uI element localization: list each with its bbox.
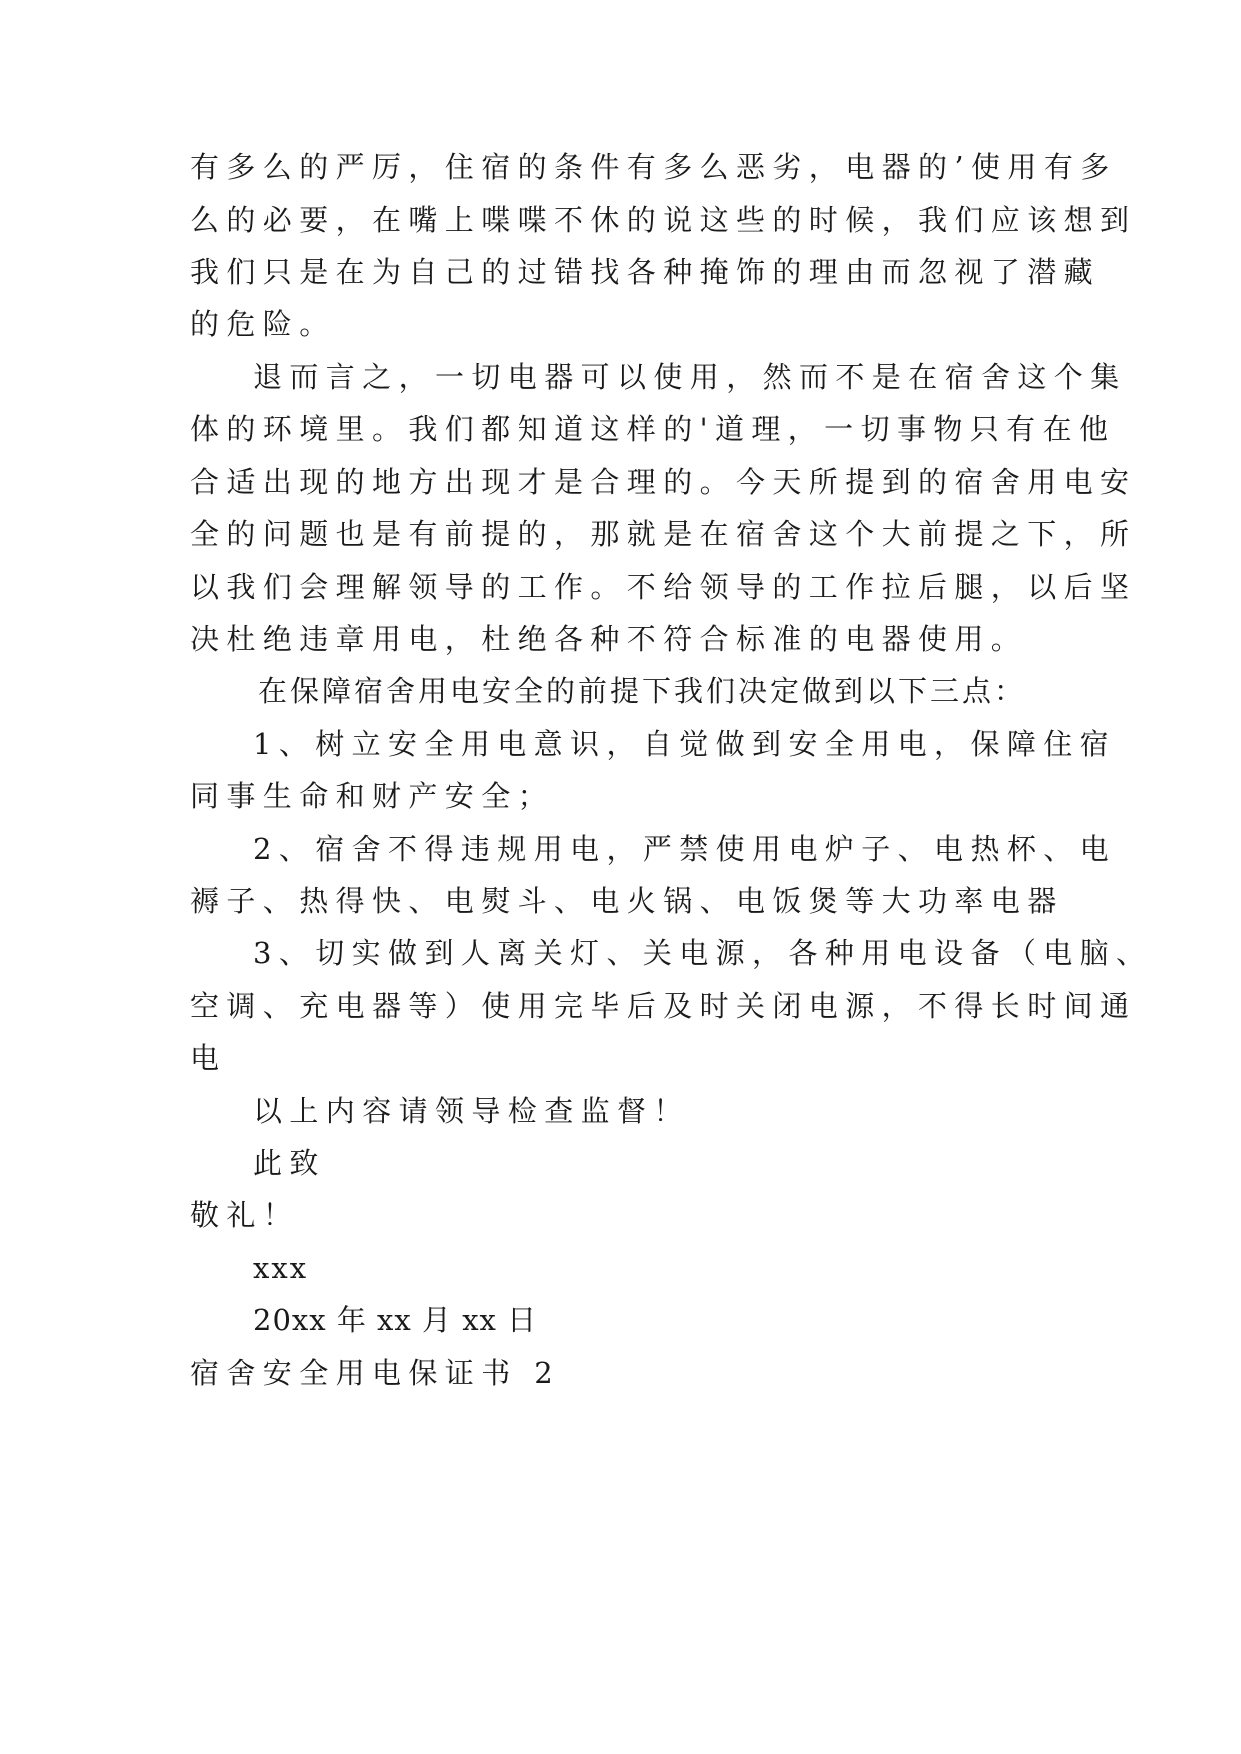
body-text-line: 我们只是在为自己的过错找各种掩饰的理由而忽视了潜藏 (190, 255, 1101, 289)
list-item-1-continuation: 同事生命和财产安全； (190, 779, 555, 813)
closing-jingli: 敬礼！ (190, 1198, 300, 1232)
list-item-1: 1、树立安全用电意识，自觉做到安全用电，保障住宿 (253, 727, 1117, 761)
body-text-line: 全的问题也是有前提的，那就是在宿舍这个大前提之下，所 (190, 517, 1137, 551)
body-text-line: 决杜绝违章用电，杜绝各种不符合标准的电器使用。 (190, 622, 1028, 656)
body-text-line: 的危险。 (190, 307, 336, 341)
signature: xxx (253, 1251, 309, 1285)
body-text-line: 以我们会理解领导的工作。不给领导的工作拉后腿，以后坚 (190, 570, 1137, 604)
list-item-2: 2、宿舍不得违规用电，严禁使用电炉子、电热杯、电 (253, 832, 1117, 866)
list-item-3-continuation: 电 (190, 1041, 227, 1075)
intro-line: 在保障宿舍用电安全的前提下我们决定做到以下三点： (258, 674, 1027, 708)
body-text-line: 退而言之，一切电器可以使用，然而不是在宿舍这个集 (253, 360, 1127, 394)
body-text-line: 有多么的严厉，住宿的条件有多么恶劣，电器的’使用有多 (190, 150, 1117, 184)
body-text-line: 体的环境里。我们都知道这样的'道理，一切事物只有在他 (190, 412, 1116, 446)
list-item-3: 3、切实做到人离关灯、关电源，各种用电设备（电脑、 (253, 936, 1153, 970)
closing-request: 以上内容请领导检查监督！ (253, 1094, 690, 1128)
next-section-title: 宿舍安全用电保证书 2 (190, 1356, 561, 1390)
closing-cizhi: 此致 (253, 1146, 326, 1180)
list-item-3-continuation: 空调、充电器等）使用完毕后及时关闭电源，不得长时间通 (190, 989, 1137, 1023)
date-line: 20xx 年 xx 月 xx 日 (253, 1303, 538, 1337)
body-text-line: 么的必要，在嘴上喋喋不休的说这些的时候，我们应该想到 (190, 203, 1137, 237)
body-text-line: 合适出现的地方出现才是合理的。今天所提到的宿舍用电安 (190, 465, 1137, 499)
list-item-2-continuation: 褥子、热得快、电熨斗、电火锅、电饭煲等大功率电器 (190, 884, 1064, 918)
